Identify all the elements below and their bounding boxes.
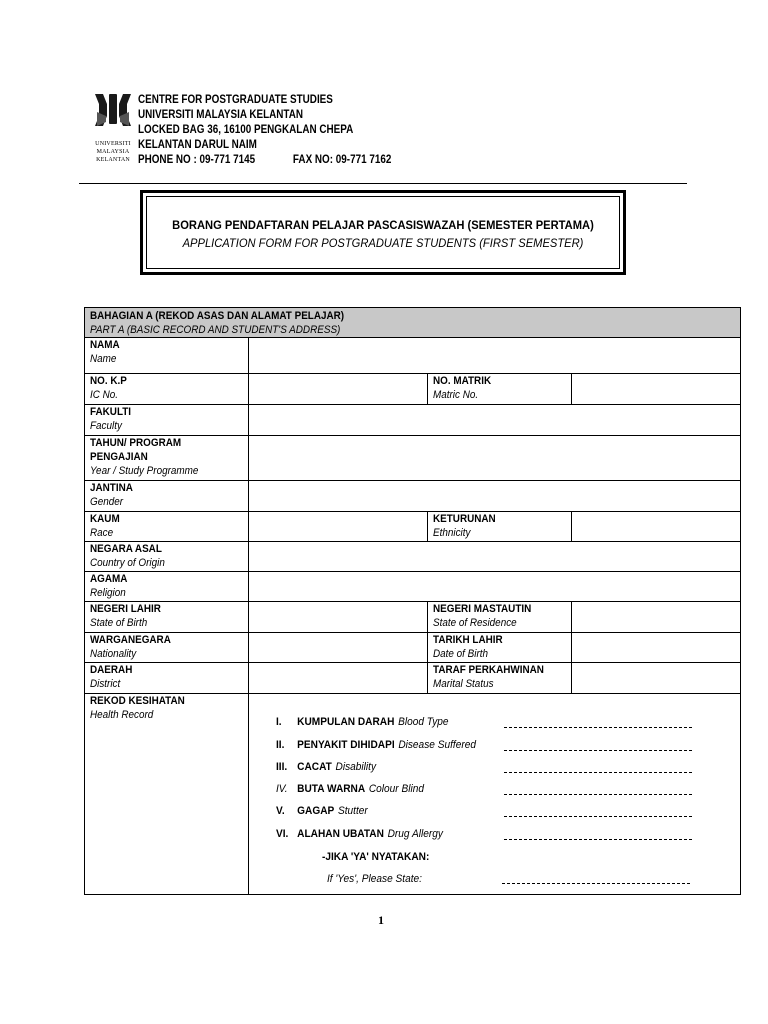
table-row [85,572,741,602]
name-field[interactable] [249,338,741,374]
section-a-heading: BAHAGIAN A (REKOD ASAS DAN ALAMAT PELAJAR) PART A (BASIC RECORD AND STUDENT'S ADDRESS) [85,308,741,338]
drug-allergy-line[interactable] [504,839,692,840]
residence-state-field[interactable] [572,602,741,633]
race-label: KAUM Race [85,512,249,542]
blood-type-line[interactable] [504,727,692,728]
health-item-colour-blind: IV. BUTA WARNA Colour Blind [276,783,424,795]
birth-state-label: NEGERI LAHIR State of Birth [85,602,249,633]
matric-label: NO. MATRIK Matric No. [428,374,572,405]
logo-wordmark: UNIVERSITI MALAYSIA KELANTAN [95,141,131,163]
health-item-disease: II. PENYAKIT DIHIDAPI Disease Suffered [276,739,476,751]
gender-label: JANTINA Gender [85,481,249,512]
title-box [140,190,626,275]
header-line-4: KELANTAN DARUL NAIM [138,139,257,151]
if-yes-line[interactable] [502,883,690,884]
table-row [85,602,741,633]
table-row [85,512,741,542]
health-record-list [249,694,740,894]
if-yes-malay: -JIKA 'YA' NYATAKAN: [322,851,430,863]
section-a-heading-row [85,308,741,338]
programme-label: TAHUN/ PROGRAM PENGAJIAN Year / Study Programme [85,436,249,481]
residence-state-label: NEGERI MASTAUTIN State of Residence [428,602,572,633]
district-label: DAERAH District [85,663,249,694]
health-item-drug-allergy: VI. ALAHAN UBATAN Drug Allergy [276,828,443,840]
health-record-cell [249,694,741,895]
faculty-label: FAKULTI Faculty [85,405,249,436]
race-field[interactable] [249,512,428,542]
country-label: NEGARA ASAL Country of Origin [85,542,249,572]
header-divider [79,183,687,184]
ic-field[interactable] [249,374,428,405]
gender-field[interactable] [249,481,741,512]
table-row [85,542,741,572]
form-title-english: APPLICATION FORM FOR POSTGRADUATE STUDENTS (FIRST SEMESTER) [182,236,584,250]
dob-label: TARIKH LAHIR Date of Birth [428,633,572,663]
dob-field[interactable] [572,633,741,663]
matric-field[interactable] [572,374,741,405]
district-field[interactable] [249,663,428,694]
header-line-1: CENTRE FOR POSTGRADUATE STUDIES [138,94,333,106]
programme-field[interactable] [249,436,741,481]
health-label: REKOD KESIHATAN Health Record [85,694,249,895]
header-line-3: LOCKED BAG 36, 16100 PENGKALAN CHEPA [138,124,354,136]
birth-state-field[interactable] [249,602,428,633]
table-row [85,633,741,663]
form-title-malay: BORANG PENDAFTARAN PELAJAR PASCASISWAZAH (SEMESTER PERTAMA) [172,218,594,232]
nationality-field[interactable] [249,633,428,663]
religion-label: AGAMA Religion [85,572,249,602]
faculty-field[interactable] [249,405,741,436]
colour-blind-line[interactable] [504,794,692,795]
ethnicity-field[interactable] [572,512,741,542]
country-field[interactable] [249,542,741,572]
header-line-2: UNIVERSITI MALAYSIA KELANTAN [138,109,304,121]
health-item-stutter: V. GAGAP Stutter [276,805,368,817]
name-label: NAMA Name [85,338,249,374]
table-row [85,481,741,512]
page-number: 1 [378,913,384,927]
disease-line[interactable] [504,750,692,751]
marital-field[interactable] [572,663,741,694]
stutter-line[interactable] [504,816,692,817]
section-a-table [84,307,741,895]
ethnicity-label: KETURUNAN Ethnicity [428,512,572,542]
table-row [85,338,741,374]
table-row [85,694,741,895]
marital-label: TARAF PERKAHWINAN Marital Status [428,663,572,694]
health-item-disability: III. CACAT Disability [276,761,377,773]
religion-field[interactable] [249,572,741,602]
health-item-blood-type: I. KUMPULAN DARAH Blood Type [276,716,449,728]
table-row [85,436,741,481]
if-yes-english: If 'Yes', Please State: [327,873,423,885]
header-contact [138,153,391,168]
nationality-label: WARGANEGARA Nationality [85,633,249,663]
table-row [85,663,741,694]
disability-line[interactable] [504,772,692,773]
fax-number: FAX NO: 09-771 7162 [292,154,392,166]
institution-header [138,93,391,168]
table-row [85,374,741,405]
phone-number: PHONE NO : 09-771 7145 [138,154,256,166]
ic-label: NO. K.P IC No. [85,374,249,405]
table-row [85,405,741,436]
